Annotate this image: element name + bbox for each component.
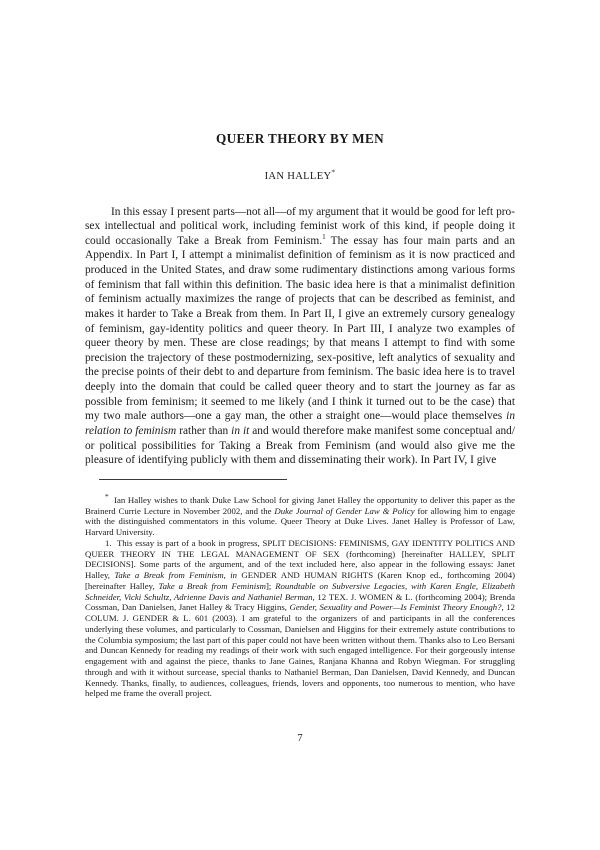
footnote-1 — [85, 538, 515, 699]
footnote-author-note — [85, 491, 516, 538]
footnote-reference-1[interactable]: 1 — [322, 233, 326, 242]
page-content — [85, 0, 515, 699]
body-text-segment: The essay has four main parts and an Appendix. In Part I, I attempt a minimalist definition of feminism as it is now practiced and produced in the United States, and draw some rudimentary distinctions among various forms of feminism that fall within this definition. The basic idea here is that a minimalist definition of feminism actually maximizes the range of projects that can be described as feminist, and makes it harder to Take a Break from them. In Part II, I give an extremely cursory genealogy of feminism, gay-identity politics and queer theory. In Part III, I analyze two examples of queer theory by men. These are close readings; by that means I attempt to find with some precision the trajectory of these postmodernizing, sex-positive, left analytics of sexuality and the precise points of their debt to and departure from feminism. The basic idea here is to travel deeply into the domain that could be called queer theory and to start the journey as far as possible from feminism; it seemed to me likely (and I think it turned out to be the case) that my two male authors—one a gay man, the other a straight one—would place themselves — [85, 234, 515, 423]
footnote-smallcaps-journal: TEX. J. WOMEN & L. — [328, 591, 413, 602]
footnote-text-segment: for allowing him to engage with the distinguished commentators in this volume. Queer Theory at Duke Lives. Janet Halley is Professor of Law, Harvard University. — [85, 505, 515, 538]
author-byline — [85, 147, 515, 184]
body-italic-phrase: in it — [231, 424, 250, 437]
footnote-smallcaps-journal: COLUM. J. GENDER & L. — [85, 613, 191, 624]
footnote-text-segment: , 12 — [501, 602, 516, 613]
footnote-text-segment: (Karen Knop ed., forthcoming 2004) [hereinafter Halley, — [85, 570, 515, 591]
body-paragraph-1 — [85, 205, 515, 468]
footnote-separator-rule — [99, 479, 287, 480]
footnotes-section — [85, 488, 515, 699]
footnote-text-segment: 601 (2003). I am grateful to the organizers of and participants in all the conferences underlying these volumes, and particularly to Cossman, Danielsen and Higgins for their extremely astute contributions to the Columbia symposium; the last part of this paper could not have been written without them. Thanks also to Leo Bersani and Duncan Kennedy for reading my readings of their work with such engaged intelligence. For their gorgeously intense engagement with and against the piece, thanks to Jane Gaines, Ranjana Khanna and Robyn Wiegman. For struggling through and with it without surcease, special thanks to Nathaniel Berman, Dan Danielsen, David Kennedy, and Duncan Kennedy. Thanks, finally, to audiences, colleagues, friends, lovers and opponents, too numerous to mention, who have helped me frame the overall project. — [85, 613, 515, 699]
footnote-italic-in: in — [230, 570, 238, 581]
footnote-marker-star: * — [105, 491, 109, 501]
footnote-italic-title: Take a Break from Feminism — [158, 580, 266, 591]
author-footnote-marker: * — [331, 167, 336, 177]
footnote-smallcaps-book: GENDER AND HUMAN RIGHTS — [241, 570, 374, 581]
footnote-text-segment: (forthcoming 2004); Brenda Cossman, Dan Danielsen, Janet Halley & Tracy Higgins, — [85, 591, 516, 613]
page-number: 7 — [297, 733, 303, 744]
footnote-marker-1: 1. — [105, 537, 112, 548]
footnote-text-segment: (forthcoming) [hereinafter — [339, 548, 450, 559]
author-name: IAN HALLEY — [264, 170, 332, 182]
footnote-text-segment: ]. Some parts of the argument, and of the text included here, also appear in the following essays: Janet Halley, — [85, 559, 515, 581]
body-text-segment: In this essay I present parts—not all—of my argument that it would be good for left pro-sex intellectual and political work, including feminist work of this kind, if people doing it could occasionally Take a Break from Feminism. — [85, 205, 515, 247]
footnote-text-segment: ]; — [265, 580, 276, 591]
footnote-smallcaps-shortcite: HALLEY, SPLIT DECISIONS — [85, 548, 515, 570]
footnote-text-segment: This essay is part of a book in progress, — [116, 537, 263, 548]
footnote-italic-journal: Duke Journal of Gender Law & Policy — [274, 505, 415, 516]
body-text-segment: rather than — [176, 424, 232, 437]
footnote-text-segment: , 12 — [312, 591, 329, 602]
body-italic-phrase: in relation to feminism — [85, 410, 515, 437]
footnote-smallcaps-title: SPLIT DECISIONS: FEMINISMS, GAY IDENTITY POLITICS AND QUEER THEORY IN THE LEGAL MANAGEMENT OF SEX — [85, 537, 515, 559]
page-title: QUEER THEORY BY MEN — [216, 131, 384, 146]
footnote-italic-roundtable: Roundtable on Subversive Legacies, with Karen Engle, Elizabeth Schneider, Vicki Schultz, Adrienne Davis and Nathaniel Berman — [85, 580, 515, 602]
footnote-italic-title: Take a Break from Feminism — [114, 570, 224, 581]
body-text-segment: and would therefore make manifest some conceptual and/ or political possibilities for Taking a Break from Feminism (and would also give me the pleasure of identifying publicly with them and disseminating their work). In Part IV, I give — [85, 424, 515, 467]
body-text — [85, 184, 515, 468]
footnote-italic-article: Gender, Sexuality and Power—Is Feminist Theory Enough? — [289, 602, 502, 613]
footnote-text-segment: , — [223, 570, 231, 581]
footnote-text-segment: Ian Halley wishes to thank Duke Law School for giving Janet Halley the opportunity to deliver this paper as the Brainerd Currie Lecture in November 2002, and the — [85, 494, 516, 516]
